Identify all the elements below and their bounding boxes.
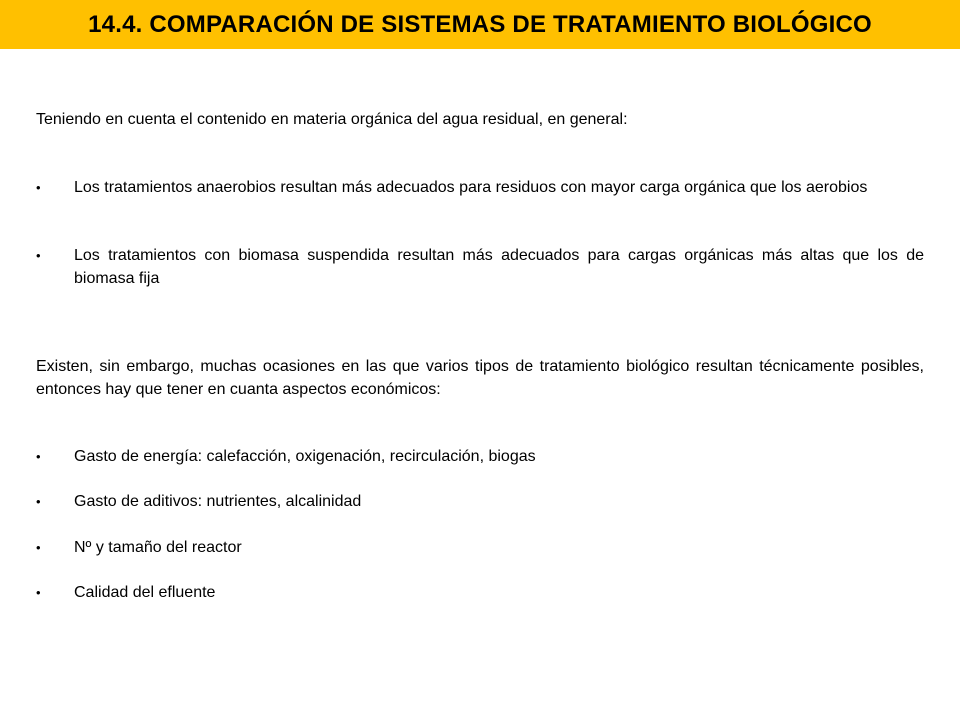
bullet-text: Los tratamientos con biomasa suspendida resultan más adecuados para cargas orgánicas más altas que los de biomasa fija — [74, 247, 924, 287]
bullet-icon: • — [36, 494, 41, 509]
bullet-text: Calidad del efluente — [74, 584, 216, 601]
list-item — [36, 490, 924, 513]
bullet-text: Los tratamientos anaerobios resultan más adecuados para residuos con mayor carga orgánica que los aerobios — [74, 179, 868, 196]
second-paragraph: Existen, sin embargo, muchas ocasiones en las que varios tipos de tratamiento biológico resultan técnicamente posibles, entonces hay que tener en cuanta aspectos económicos: — [36, 358, 924, 398]
page-title: 14.4. COMPARACIÓN DE SISTEMAS DE TRATAMIENTO BIOLÓGICO — [88, 10, 872, 38]
list-item — [36, 176, 924, 199]
title-bar — [0, 0, 960, 49]
bullet-icon: • — [36, 449, 41, 464]
bullet-text: Gasto de energía: calefacción, oxigenación, recirculación, biogas — [74, 448, 536, 465]
bullet-icon: • — [36, 180, 41, 195]
bullet-icon: • — [36, 248, 41, 263]
bullet-text: Gasto de aditivos: nutrientes, alcalinidad — [74, 493, 362, 510]
list-item — [36, 445, 924, 468]
bullet-text: Nº y tamaño del reactor — [74, 539, 242, 556]
bullet-icon: • — [36, 540, 41, 555]
list-item — [36, 536, 924, 559]
list-item — [36, 581, 924, 604]
list-item — [36, 244, 924, 290]
bullet-icon: • — [36, 585, 41, 600]
intro-paragraph: Teniendo en cuenta el contenido en materia orgánica del agua residual, en general: — [36, 111, 628, 128]
